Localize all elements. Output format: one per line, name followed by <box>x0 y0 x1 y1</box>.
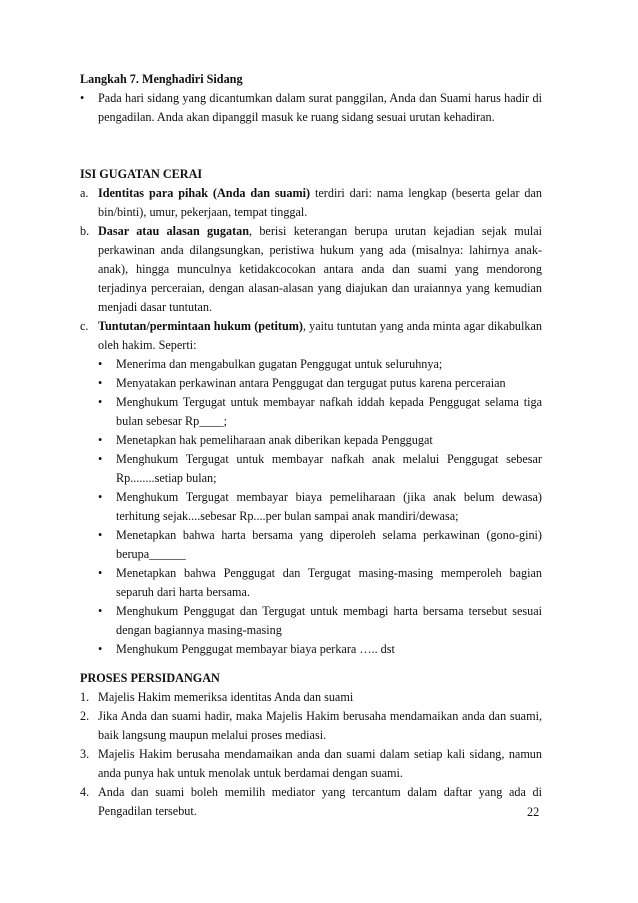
list-marker: a. <box>80 186 89 200</box>
list-item: • Menerima dan mengabulkan gugatan Penggugat untuk seluruhnya; <box>98 355 542 374</box>
list-item: • Menghukum Tergugat untuk membayar nafkah iddah kepada Penggugat selama tiga bulan sebesar Rp____; <box>98 393 542 431</box>
gugatan-item-a <box>80 184 542 222</box>
gugatan-item-a-text: terdiri dari: nama lengkap (beserta gelar dan bin/binti), umur, pekerjaan, tempat tinggal. <box>98 186 543 219</box>
list-item: • Menghukum Tergugat membayar biaya pemeliharaan (jika anak belum dewasa) terhitung sejak....sebesar Rp....per bulan sampai anak mandiri/dewasa; <box>98 488 542 526</box>
bullet-marker: • <box>98 642 103 656</box>
gugatan-item-b-text: , berisi keterangan berupa urutan kejadian sejak mulai perkawinan anda dilangsungkan, peristiwa hukum yang ada (misalnya: lahirnya anak-anak), hingga munculnya ketidakcocokan antara anda dan suami yang mendorong terjadinya perceraian, dengan alasan-alasan yang diajukan dan uraiannya yang kemudian menjadi dasar tuntutan. <box>98 224 542 314</box>
bullet-marker: • <box>98 357 103 371</box>
bullet-marker: • <box>98 566 103 580</box>
proses-item: 2. Jika Anda dan suami hadir, maka Majelis Hakim berusaha mendamaikan anda dan suami, baik langsung maupun melalui proses mediasi. <box>80 707 542 745</box>
gugatan-item-b-label: Dasar atau alasan gugatan <box>98 224 249 238</box>
gugatan-item-c-text: , yaitu tuntutan yang anda minta agar dikabulkan oleh hakim. Seperti: <box>98 319 542 352</box>
proses-item: 4. Anda dan suami boleh memilih mediator yang tercantum dalam daftar yang ada di Pengadilan tersebut. <box>80 783 542 821</box>
list-marker: 4. <box>80 785 90 799</box>
bullet-marker: • <box>98 395 103 409</box>
list-item: • Menyatakan perkawinan antara Penggugat dan tergugat putus karena perceraian <box>98 374 542 393</box>
list-marker: c. <box>80 319 89 333</box>
list-item: • Menetapkan hak pemeliharaan anak diberikan kepada Penggugat <box>98 431 542 450</box>
bullet-marker: • <box>98 528 103 542</box>
gugatan-item-c <box>80 317 542 355</box>
bullet-marker: • <box>98 376 103 390</box>
bullet-marker: • <box>98 604 103 618</box>
list-item: • Menetapkan bahwa harta bersama yang diperoleh selama perkawinan (gono-gini) berupa______ <box>98 526 542 564</box>
list-item: • Menghukum Tergugat untuk membayar nafkah anak melalui Penggugat sebesar Rp........setiap bulan; <box>98 450 542 488</box>
bullet-marker: • <box>98 490 103 504</box>
list-item: • Menghukum Penggugat membayar biaya perkara ….. dst <box>98 640 542 659</box>
gugatan-item-c-label: Tuntutan/permintaan hukum (petitum) <box>98 319 303 333</box>
page-number: 22 <box>527 805 540 819</box>
list-marker: 1. <box>80 690 90 704</box>
bullet-marker: • <box>98 452 103 466</box>
langkah7-title: Langkah 7. Menghadiri Sidang <box>80 72 243 86</box>
page-content <box>80 70 542 821</box>
list-marker: 2. <box>80 709 90 723</box>
proses-title: PROSES PERSIDANGAN <box>80 671 220 685</box>
gugatan-item-a-label: Identitas para pihak (Anda dan suami) <box>98 186 311 200</box>
list-item: • Menghukum Penggugat dan Tergugat untuk membagi harta bersama tersebut sesuai dengan bagiannya masing-masing <box>98 602 542 640</box>
list-marker: b. <box>80 224 90 238</box>
langkah7-text: Pada hari sidang yang dicantumkan dalam surat panggilan, Anda dan Suami harus hadir di pengadilan. Anda akan dipanggil masuk ke ruang sidang sesuai urutan kehadiran. <box>98 91 542 124</box>
list-item: • Menetapkan bahwa Penggugat dan Tergugat masing-masing memperoleh bagian separuh dari harta bersama. <box>98 564 542 602</box>
bullet-marker: • <box>98 433 103 447</box>
proses-item: 1. Majelis Hakim memeriksa identitas Anda dan suami <box>80 688 542 707</box>
list-marker: 3. <box>80 747 90 761</box>
bullet-marker: • <box>80 91 85 105</box>
proses-item: 3. Majelis Hakim berusaha mendamaikan anda dan suami dalam setiap kali sidang, namun anda punya hak untuk menolak untuk berdamai dengan suami. <box>80 745 542 783</box>
petitum-list <box>80 355 542 659</box>
gugatan-item-b <box>80 222 542 317</box>
langkah7-bullet-item <box>80 89 542 127</box>
isi-gugatan-title: ISI GUGATAN CERAI <box>80 167 203 181</box>
